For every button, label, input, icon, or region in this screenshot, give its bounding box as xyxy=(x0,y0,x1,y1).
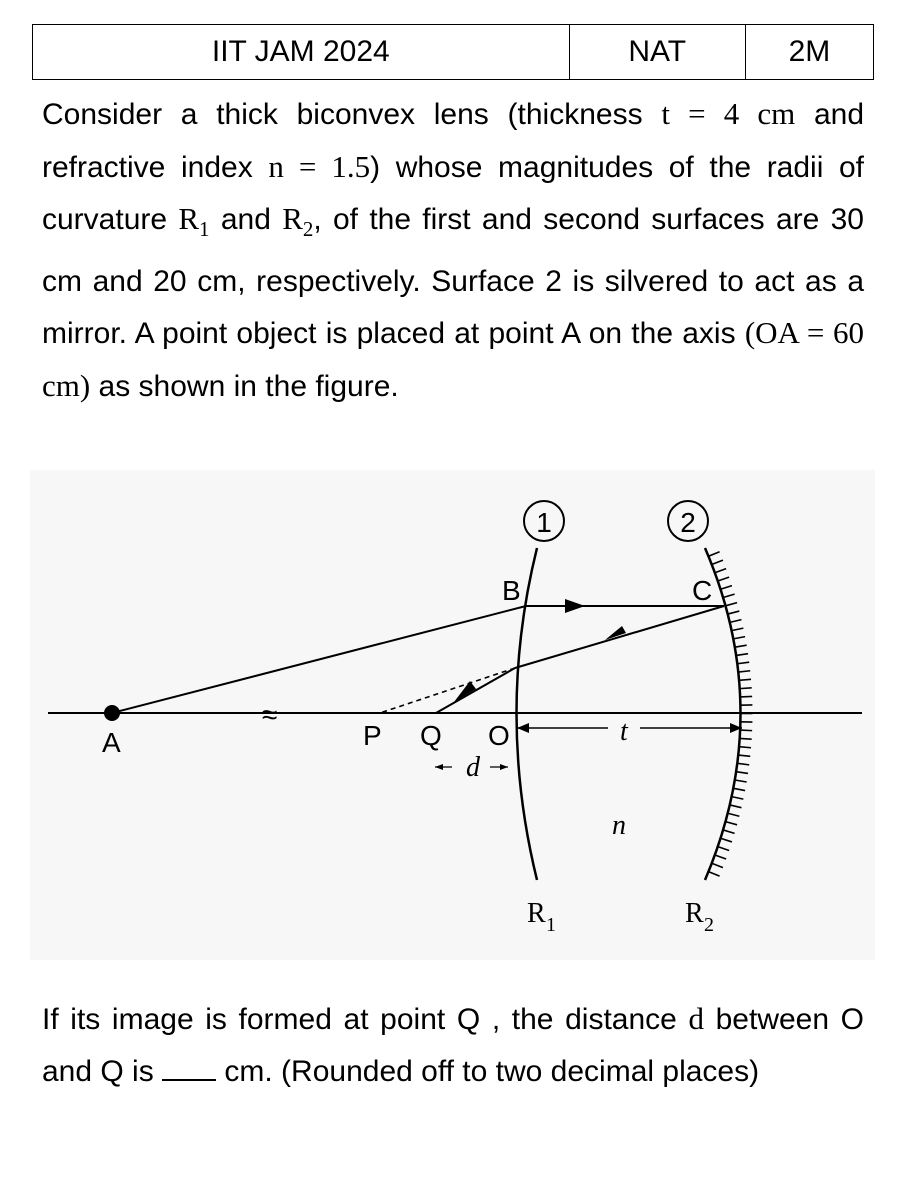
lens-diagram xyxy=(30,470,875,960)
hatch-mark xyxy=(712,560,723,564)
label-r1: R xyxy=(527,898,546,929)
label-b: B xyxy=(502,575,521,606)
ray-c-reflected xyxy=(515,606,724,668)
answer-text xyxy=(42,993,864,1097)
q-text-5: , of the first and second surfaces are 30 cm and 20 cm, respectively. Surface 2 is silvered to act as a mirror. A point object is placed at point A on the axis xyxy=(42,203,864,351)
hatch-mark xyxy=(738,671,750,672)
q-text-2: and refractive index xyxy=(42,98,865,184)
q-math-n: n = 1.5 xyxy=(268,148,371,184)
hatch-mark xyxy=(740,738,752,739)
hatch-mark xyxy=(739,679,751,680)
hatch-mark xyxy=(740,730,752,731)
thickness-arrow-left xyxy=(517,723,529,733)
hatch-mark xyxy=(735,780,747,782)
d-arrowhead-right xyxy=(500,764,508,770)
header-table xyxy=(32,24,874,80)
hatch-mark xyxy=(718,577,729,581)
hatch-mark xyxy=(740,696,752,697)
q-text-6: as shown in the figure. xyxy=(90,369,399,403)
label-r2: R xyxy=(685,898,704,929)
q-text-1: Consider a thick biconvex lens (thickness xyxy=(42,98,662,131)
hatch-mark xyxy=(718,847,729,851)
q-math-r1-sub: 1 xyxy=(199,217,210,242)
header-marks: 2M xyxy=(745,25,873,80)
hatch-mark xyxy=(721,838,732,842)
label-o: O xyxy=(488,720,510,751)
question-text xyxy=(42,88,864,413)
ray-to-q xyxy=(436,668,515,713)
hatch-mark xyxy=(715,569,726,573)
q-math-t: t = 4 cm xyxy=(661,96,796,131)
q-text-4: and xyxy=(209,203,283,237)
label-c: C xyxy=(692,575,713,606)
q-math-r2: R xyxy=(282,201,303,237)
hatch-mark xyxy=(723,830,734,833)
hatch-mark xyxy=(732,628,744,631)
hatch-mark xyxy=(732,797,744,800)
hatch-mark xyxy=(726,822,738,825)
surface-1-number: 1 xyxy=(536,507,552,538)
lens-diagram-svg xyxy=(30,470,875,960)
q-math-r2-sub: 2 xyxy=(302,217,314,242)
label-p: P xyxy=(363,720,382,751)
label-n: n xyxy=(612,810,626,841)
hatch-mark xyxy=(728,611,740,614)
q-math-oa: (OA = 60 cm) xyxy=(42,315,864,403)
a-math-d: d xyxy=(688,1001,704,1036)
hatch-mark xyxy=(730,620,742,623)
hatch-mark xyxy=(733,788,745,790)
q-text-3: ) whose magnitudes of the radii of curvature xyxy=(42,150,865,237)
hatch-mark xyxy=(723,594,734,597)
a-text-1: If its image is formed at point Q , the distance xyxy=(42,1003,689,1036)
hatch-mark xyxy=(739,747,751,748)
label-r2-sub: 2 xyxy=(704,914,714,936)
hatch-mark xyxy=(737,662,749,664)
d-arrowhead-left xyxy=(435,764,443,770)
hatch-mark xyxy=(708,872,719,876)
hatch-mark xyxy=(712,863,723,867)
a-text-2: between O and Q is xyxy=(42,1003,864,1088)
a-text-3: cm. (Rounded off to two decimal places) xyxy=(216,1054,760,1088)
q-math-r1: R xyxy=(178,201,200,237)
answer-blank[interactable] xyxy=(162,1055,216,1081)
hatch-mark xyxy=(738,755,750,756)
surface-2-number: 2 xyxy=(680,507,696,538)
hatch-mark xyxy=(733,637,745,639)
axis-break-mark: ≈ xyxy=(262,699,278,730)
header-exam: IIT JAM 2024 xyxy=(33,25,570,80)
hatch-mark xyxy=(726,603,738,606)
label-r1-sub: 1 xyxy=(546,914,556,936)
label-q: Q xyxy=(420,720,442,751)
header-type: NAT xyxy=(569,25,745,80)
hatch-mark xyxy=(737,763,749,765)
hatch-mark xyxy=(736,654,748,656)
hatch-mark xyxy=(708,552,719,557)
label-a: A xyxy=(102,727,121,758)
hatch-mark xyxy=(715,855,726,859)
hatch-mark xyxy=(736,772,748,774)
arrow-b-to-c xyxy=(565,599,585,613)
hatch-mark xyxy=(740,688,752,689)
hatch-mark xyxy=(728,813,740,816)
label-d: d xyxy=(466,752,480,783)
hatch-mark xyxy=(730,805,742,808)
label-t: t xyxy=(620,716,628,747)
hatch-mark xyxy=(735,645,747,647)
hatch-mark xyxy=(721,586,732,590)
